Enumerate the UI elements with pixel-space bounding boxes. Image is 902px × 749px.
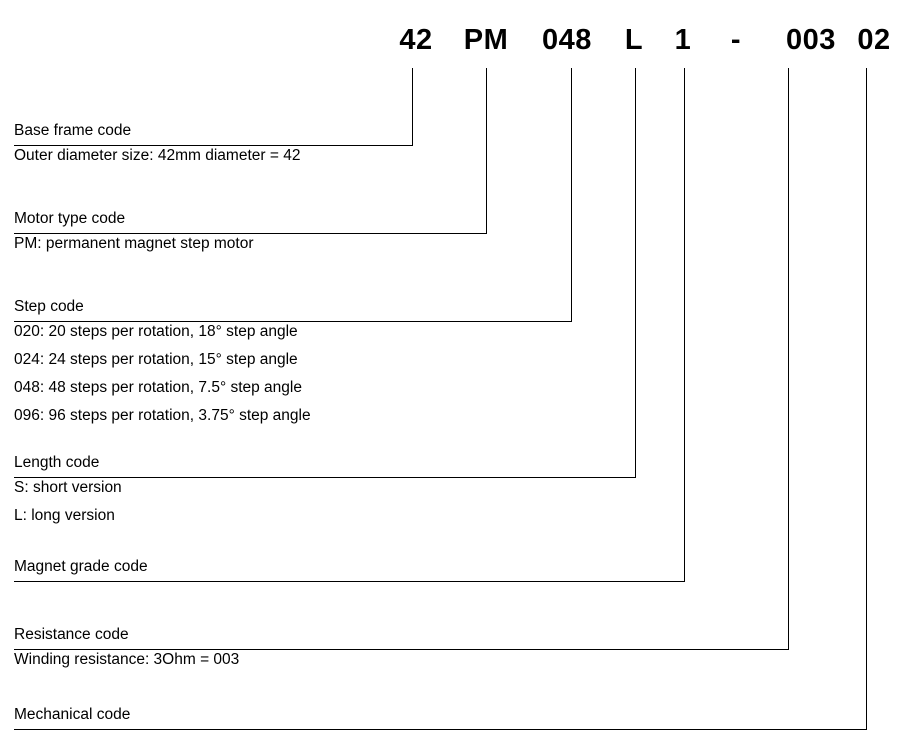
callout-title-base-frame-code: Base frame code: [14, 122, 132, 139]
callout-line: 096: 96 steps per rotation, 3.75° step angle: [14, 407, 311, 424]
leader-line-magnet-grade-vertical: [684, 68, 685, 581]
callout-magnet-grade-code: [14, 556, 148, 578]
leader-line-base-frame-vertical: [412, 68, 413, 145]
code-segment-separator: -: [730, 24, 742, 56]
callout-title-length-code: Length code: [14, 454, 100, 471]
leader-line-length-vertical: [635, 68, 636, 477]
part-number-row: [0, 18, 902, 62]
callout-length-code: [14, 452, 122, 530]
leader-line-mechanical-vertical: [866, 68, 867, 729]
code-segment-motor-type: PM: [463, 24, 509, 56]
leader-line-magnet-grade-horizontal: [14, 581, 685, 582]
code-segment-step: 048: [542, 24, 592, 56]
callout-motor-type-code: [14, 208, 254, 258]
callout-title-step-code: Step code: [14, 298, 84, 315]
callout-line: 024: 24 steps per rotation, 15° step angle: [14, 351, 298, 368]
callout-line: 020: 20 steps per rotation, 18° step angle: [14, 323, 298, 340]
leader-line-motor-type-vertical: [486, 68, 487, 233]
callout-line: 048: 48 steps per rotation, 7.5° step angle: [14, 379, 302, 396]
leader-line-step-vertical: [571, 68, 572, 321]
callout-base-frame-code: [14, 120, 300, 170]
callout-title-motor-type-code: Motor type code: [14, 210, 126, 227]
callout-step-code: [14, 296, 311, 430]
leader-line-resistance-vertical: [788, 68, 789, 649]
callout-line: L: long version: [14, 507, 115, 524]
callout-mechanical-code: [14, 704, 130, 726]
callout-line: PM: permanent magnet step motor: [14, 235, 254, 252]
callout-line: Winding resistance: 3Ohm = 003: [14, 651, 240, 668]
code-segment-resistance: 003: [786, 24, 836, 56]
code-segment-length: L: [624, 24, 644, 56]
callout-resistance-code: [14, 624, 239, 674]
callout-title-resistance-code: Resistance code: [14, 626, 129, 643]
callout-lines-length-code: [14, 474, 122, 530]
code-segment-mechanical: 02: [857, 24, 891, 56]
callout-title-magnet-grade-code: Magnet grade code: [14, 558, 148, 575]
callout-line: Outer diameter size: 42mm diameter = 42: [14, 147, 301, 164]
code-segment-magnet-grade: 1: [674, 24, 692, 56]
code-segment-base-frame: 42: [399, 24, 433, 56]
leader-line-mechanical-horizontal: [14, 729, 867, 730]
callout-lines-motor-type-code: [14, 230, 254, 258]
callout-lines-base-frame-code: [14, 142, 300, 170]
callout-lines-resistance-code: [14, 646, 239, 674]
callout-title-mechanical-code: Mechanical code: [14, 706, 131, 723]
callout-lines-step-code: [14, 318, 311, 430]
callout-line: S: short version: [14, 479, 122, 496]
